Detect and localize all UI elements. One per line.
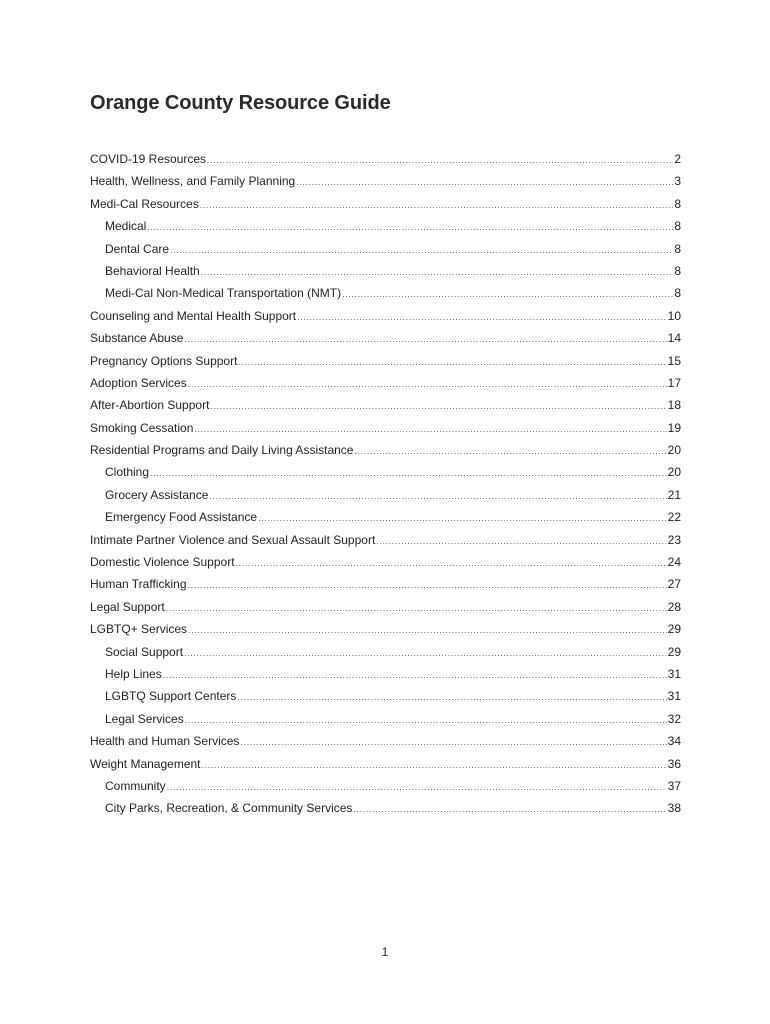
dot-leader (296, 171, 673, 193)
toc-entry[interactable] (90, 484, 681, 506)
toc-entry[interactable] (90, 708, 681, 730)
toc-entry[interactable] (90, 618, 681, 640)
toc-entry[interactable] (90, 461, 681, 483)
dot-leader (167, 776, 667, 798)
toc-entry-label: Clothing (105, 465, 150, 480)
toc-entry-page-number: 20 (667, 443, 681, 458)
dot-leader (188, 574, 667, 596)
page-number: 1 (381, 945, 389, 959)
toc-entry-page-number: 29 (667, 622, 681, 637)
toc-entry-page-number: 21 (667, 487, 681, 502)
toc-entry-label: Human Trafficking (90, 577, 187, 592)
table-of-contents (90, 148, 681, 820)
toc-entry-label: Counseling and Mental Health Support (90, 308, 297, 323)
toc-entry-page-number: 14 (667, 331, 681, 346)
dot-leader (194, 418, 666, 440)
toc-entry[interactable] (90, 350, 681, 372)
toc-entry[interactable] (90, 148, 681, 170)
toc-entry[interactable] (90, 753, 681, 775)
dot-leader (353, 798, 666, 820)
toc-entry-page-number: 22 (667, 510, 681, 525)
toc-entry[interactable] (90, 663, 681, 685)
dot-leader (354, 440, 666, 462)
toc-entry-label: Weight Management (90, 756, 201, 771)
dot-leader (147, 216, 673, 238)
toc-entry[interactable] (90, 685, 681, 707)
toc-entry-page-number: 24 (667, 555, 681, 570)
dot-leader (200, 194, 674, 216)
toc-entry-label: Social Support (105, 644, 184, 659)
toc-entry-label: Smoking Cessation (90, 420, 194, 435)
dot-leader (240, 731, 666, 753)
dot-leader (342, 283, 673, 305)
toc-entry-label: Health and Human Services (90, 734, 240, 749)
dot-leader (188, 619, 667, 641)
toc-entry-page-number: 8 (674, 241, 681, 256)
toc-entry-label: Legal Services (105, 711, 184, 726)
toc-entry-label: Residential Programs and Daily Living Assistance (90, 443, 354, 458)
toc-entry-label: Medi-Cal Resources (90, 196, 199, 211)
toc-entry[interactable] (90, 641, 681, 663)
toc-entry-label: City Parks, Recreation, & Community Services (105, 801, 353, 816)
dot-leader (376, 530, 666, 552)
toc-entry-page-number: 32 (667, 711, 681, 726)
toc-entry-page-number: 8 (674, 219, 681, 234)
dot-leader (184, 328, 666, 350)
dot-leader (185, 709, 667, 731)
toc-entry[interactable] (90, 573, 681, 595)
toc-entry[interactable] (90, 170, 681, 192)
dot-leader (207, 149, 673, 171)
toc-entry-label: Domestic Violence Support (90, 555, 235, 570)
toc-entry-page-number: 18 (667, 398, 681, 413)
toc-entry-page-number: 29 (667, 644, 681, 659)
toc-entry[interactable] (90, 305, 681, 327)
toc-entry-page-number: 37 (667, 778, 681, 793)
dot-leader (210, 395, 666, 417)
toc-entry-page-number: 28 (667, 599, 681, 614)
dot-leader (209, 485, 666, 507)
toc-entry[interactable] (90, 439, 681, 461)
toc-entry-label: COVID-19 Resources (90, 152, 207, 166)
toc-entry[interactable] (90, 260, 681, 282)
dot-leader (202, 754, 667, 776)
toc-entry-page-number: 36 (667, 756, 681, 771)
toc-entry-label: Emergency Food Assistance (105, 510, 258, 525)
toc-entry-label: Medical (105, 219, 147, 234)
page-title: Orange County Resource Guide (90, 92, 391, 114)
toc-entry-label: Help Lines (105, 666, 162, 681)
toc-entry-page-number: 10 (667, 308, 681, 323)
toc-entry-label: Dental Care (105, 241, 170, 256)
toc-entry-label: Adoption Services (90, 375, 187, 390)
toc-entry[interactable] (90, 238, 681, 260)
toc-entry[interactable] (90, 372, 681, 394)
toc-entry-page-number: 38 (667, 801, 681, 816)
toc-entry-page-number: 17 (667, 375, 681, 390)
toc-entry-label: Substance Abuse (90, 331, 184, 346)
toc-entry-label: Community (105, 778, 166, 793)
toc-entry[interactable] (90, 506, 681, 528)
toc-entry[interactable] (90, 193, 681, 215)
toc-entry-label: LGBTQ+ Services (90, 622, 188, 637)
dot-leader (188, 373, 667, 395)
toc-entry-page-number: 31 (667, 666, 681, 681)
toc-entry-page-number: 3 (674, 174, 681, 189)
toc-entry[interactable] (90, 417, 681, 439)
dot-leader (238, 351, 666, 373)
toc-entry-page-number: 8 (674, 286, 681, 301)
toc-entry-label: After-Abortion Support (90, 398, 210, 413)
dot-leader (170, 239, 673, 261)
toc-entry-page-number: 27 (667, 577, 681, 592)
toc-entry[interactable] (90, 282, 681, 304)
toc-entry[interactable] (90, 551, 681, 573)
toc-entry-page-number: 8 (674, 196, 681, 211)
toc-entry-label: Grocery Assistance (105, 487, 209, 502)
toc-entry-label: LGBTQ Support Centers (105, 689, 237, 704)
toc-entry-label: Intimate Partner Violence and Sexual Assault Support (90, 532, 376, 547)
toc-entry-page-number: 34 (667, 734, 681, 749)
dot-leader (166, 597, 667, 619)
dot-leader (163, 664, 667, 686)
dot-leader (184, 642, 667, 664)
toc-entry[interactable] (90, 797, 681, 819)
toc-entry[interactable] (90, 730, 681, 752)
toc-entry-label: Behavioral Health (105, 263, 200, 278)
toc-entry-page-number: 8 (674, 263, 681, 278)
toc-entry[interactable] (90, 529, 681, 551)
dot-leader (236, 552, 667, 574)
toc-entry[interactable] (90, 327, 681, 349)
toc-entry-label: Legal Support (90, 599, 165, 614)
toc-entry-page-number: 2 (674, 152, 681, 166)
toc-entry-label: Medi-Cal Non-Medical Transportation (NMT) (105, 286, 342, 301)
dot-leader (201, 261, 674, 283)
dot-leader (297, 306, 667, 328)
toc-entry[interactable] (90, 215, 681, 237)
toc-entry[interactable] (90, 394, 681, 416)
toc-entry-page-number: 19 (667, 420, 681, 435)
toc-entry-label: Pregnancy Options Support (90, 353, 238, 368)
toc-entry[interactable] (90, 596, 681, 618)
toc-entry-page-number: 23 (667, 532, 681, 547)
toc-entry[interactable] (90, 775, 681, 797)
dot-leader (150, 462, 667, 484)
toc-entry-label: Health, Wellness, and Family Planning (90, 174, 296, 189)
dot-leader (258, 507, 667, 529)
toc-entry-page-number: 15 (667, 353, 681, 368)
toc-entry-page-number: 20 (667, 465, 681, 480)
toc-entry-page-number: 31 (667, 689, 681, 704)
dot-leader (237, 686, 666, 708)
